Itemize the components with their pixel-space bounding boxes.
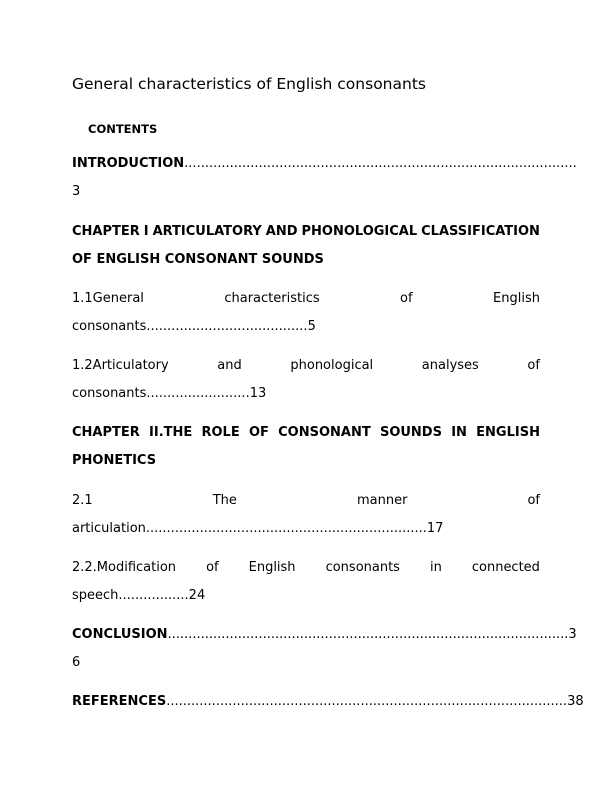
toc-chapter-2-word: IN [451,425,467,440]
toc-1-2-word: and [217,358,242,373]
toc-2-1-page: 17 [426,521,444,536]
toc-1-1-word: 1.1General [72,291,144,306]
toc-chapter-1-line1 [72,218,540,246]
toc-2-1-text: articulation [72,521,146,536]
toc-introduction-label: INTRODUCTION [72,156,185,171]
toc-introduction-leader: ............................................................................................... [184,156,577,171]
toc-1-1-text: consonants [72,319,147,334]
toc-entry-1-2 [72,352,540,408]
toc-chapter-1-word: I [143,224,149,239]
toc-1-1-page: 5 [307,319,316,334]
toc-chapter-1-word: CLASSIFICATION [421,224,540,239]
toc-introduction-line1 [72,150,577,178]
toc-1-2-text: consonants [72,386,147,401]
toc-entry-chapter-1 [72,218,540,274]
toc-chapter-1-word: AND [265,224,298,239]
toc-1-1-word: English [493,291,540,306]
toc-2-1-line1 [72,487,540,515]
toc-2-2-word: English [248,560,296,575]
toc-1-1-leader: ....................................... [146,319,308,334]
toc-entry-introduction [72,150,577,206]
toc-entry-2-1 [72,487,540,543]
toc-2-2-word: 2.2.Modification [72,560,177,575]
toc-entry-2-2 [72,554,540,610]
toc-2-1-line2 [72,515,540,543]
toc-conclusion-label: CONCLUSION [72,627,168,642]
toc-2-2-word: connected [471,560,540,575]
toc-2-2-text: speech [72,588,119,603]
toc-conclusion-line1 [72,621,577,649]
toc-chapter-2-word: ROLE [201,425,240,440]
toc-2-2-word: in [429,560,442,575]
contents-heading: CONTENTS [88,122,158,136]
toc-chapter-1-line2: OF ENGLISH CONSONANT SOUNDS [72,252,324,267]
toc-1-2-word: phonological [290,358,374,373]
toc-2-2-line2 [72,582,540,610]
toc-2-2-line1 [72,554,540,582]
toc-1-1-line1 [72,285,540,313]
toc-references-line1 [72,688,584,716]
toc-chapter-2-word: SOUNDS [379,425,442,440]
toc-chapter-2-word: II.THE [149,425,193,440]
toc-1-2-word: 1.2Articulatory [72,358,169,373]
toc-2-2-leader: ................. [118,588,189,603]
toc-references-leader: ................................................................................................. [166,694,568,709]
toc-2-2-word: of [206,560,219,575]
toc-chapter-2-word: OF [248,425,269,440]
toc-2-2-page: 24 [188,588,206,603]
toc-1-1-line2 [72,313,540,341]
toc-references-label: REFERENCES [72,694,167,709]
toc-chapter-2-word: CONSONANT [278,425,371,440]
toc-2-1-word: of [527,493,540,508]
toc-1-2-word: analyses [421,358,479,373]
toc-2-1-leader: .................................................................... [145,521,427,536]
toc-1-2-word: of [527,358,540,373]
document-title: General characteristics of English consonants [72,75,426,93]
toc-chapter-1-word: CHAPTER [72,224,140,239]
toc-chapter-1-word: ARTICULATORY [152,224,262,239]
toc-1-1-word: characteristics [224,291,320,306]
toc-chapter-2-line2: PHONETICS [72,453,157,468]
toc-entry-conclusion [72,621,577,677]
toc-entry-1-1 [72,285,540,341]
toc-chapter-2-word: CHAPTER [72,425,140,440]
toc-2-1-word: The [212,493,237,508]
toc-chapter-2-line1 [72,419,540,447]
toc-references-page: 38 [567,694,584,709]
toc-conclusion-page-tail: 6 [72,655,81,670]
toc-1-2-line1 [72,352,540,380]
toc-1-2-page: 13 [249,386,267,401]
toc-2-1-word: 2.1 [72,493,93,508]
toc-chapter-2-word: ENGLISH [476,425,540,440]
toc-2-2-word: consonants [325,560,400,575]
toc-chapter-1-word: PHONOLOGICAL [301,224,418,239]
toc-2-1-word: manner [356,493,408,508]
toc-entry-references [72,688,584,716]
toc-1-2-line2 [72,380,540,408]
toc-entry-chapter-2 [72,419,540,475]
toc-introduction-page: 3 [72,184,81,199]
toc-1-2-leader: ......................... [146,386,250,401]
toc-conclusion-leader: .................................................................................................3 [167,627,577,642]
toc-1-1-word: of [400,291,413,306]
